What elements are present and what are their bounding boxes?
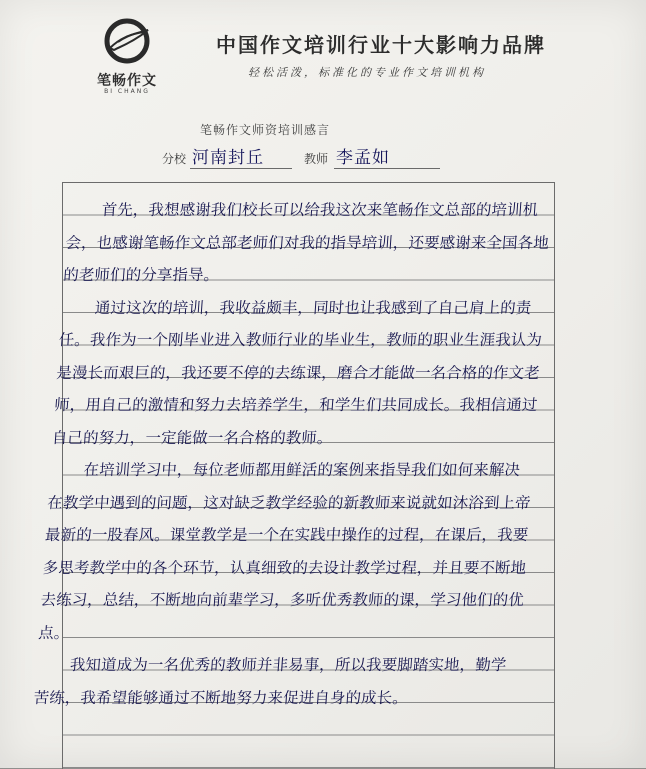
branch-label: 分校 <box>162 152 187 166</box>
essay-paragraph: 在培训学习中，每位老师都用鲜活的案例来指导我们如何来解决在教学中遇到的问题，这对缺乏教学经验的新教师来说就如沐浴到上帝最新的一股春风。课堂教学是一个在实践中操作的过程，在课后，我要多思考教学中的各个环节，认真细致的去设计教学过程，并且要不断地去练习，总结，不断地向前辈学习，多听优秀教师的课，学习他们的优点。 <box>37 461 532 642</box>
essay-writing-area <box>33 182 555 769</box>
brand-title: 中国作文培训行业十大影响力品牌 <box>216 33 546 57</box>
teacher-label: 教师 <box>304 152 329 166</box>
essay-paragraph: 通过这次的培训，我收益颇丰，同时也让我感到了自己肩上的责任。我作为一个刚毕业进入教师行业的毕业生，教师的职业生涯我认为是漫长而艰巨的，我还要不停的去练课，磨合才能做一名合格的作文老师，用自己的激情和努力去培养学生，和学生们共同成长。我相信通过自己的努力，一定能做一名合格的教师。 <box>51 298 543 447</box>
essay-paragraph: 我知道成为一名优秀的教师并非易事，所以我要脚踏实地，勤学苦练，我希望能够通过不断地努力来促进自身的成长。 <box>33 656 508 707</box>
brand-subtitle: 轻松活泼，标准化的专业作文培训机构 <box>248 66 486 79</box>
teacher-value: 李孟如 <box>336 148 390 168</box>
branch-underline <box>190 168 292 169</box>
logo-swoosh-icon <box>104 18 150 64</box>
branch-value: 河南封丘 <box>192 148 264 168</box>
document-title: 笔畅作文师资培训感言 <box>200 123 331 137</box>
logo-pinyin: BI CHANG <box>104 88 150 95</box>
teacher-underline <box>334 168 440 169</box>
essay-body <box>33 194 553 714</box>
essay-paragraph: 首先，我想感谢我们校长可以给我这次来笔畅作文总部的培训机会，也感谢笔畅作文总部老师们对我的指导培训，还要感谢来全国各地的老师们的分享指导。 <box>62 201 550 284</box>
bichang-logo <box>92 18 162 96</box>
logo-wordmark: 笔畅作文 <box>97 73 157 89</box>
